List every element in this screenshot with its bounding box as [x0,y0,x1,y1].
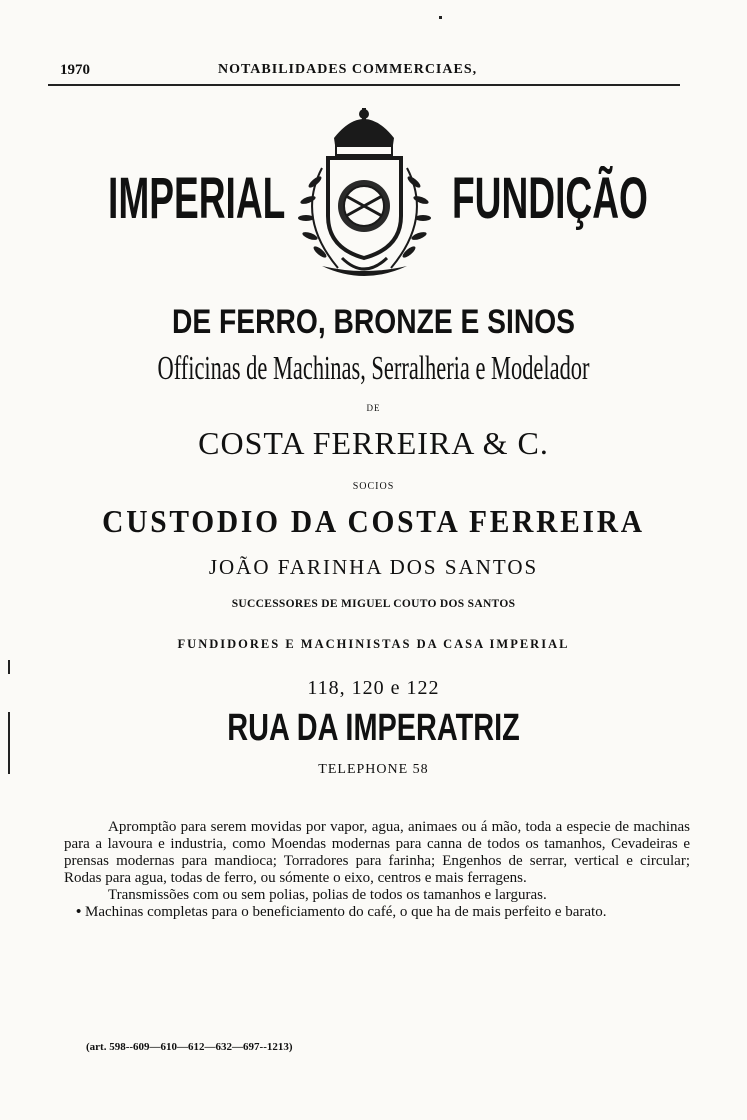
founders-line: FUNDIDORES E MACHINISTAS DA CASA IMPERIAL [177,637,570,651]
bullet-icon: • [76,904,82,920]
page-number: 1970 [60,62,90,78]
ink-speck [439,16,442,19]
paragraph-machines: Apromptão para serem movidas por vapor, agua, animaes ou á mão, toda a especie de machinas para a lavoura e industria, como Moendas modernas para canna de todos os tamanhos, Cevadeiras e prensas modernas para mandioca; Torradores para farinha; Engenhos de serrar, vertical e circular; Rodas para agua, todas de ferro, ou sómente o eixo, centros e mais ferragens. [64,819,690,886]
title-imperial: IMPERIAL [108,166,286,231]
partner-joao: JOÃO FARINHA DOS SANTOS [208,555,539,579]
street-name: RUA DA IMPERATRIZ [227,707,520,749]
paragraph-transmissions: Transmissões com ou sem polias, polias de todos os tamanhos e larguras. [108,887,547,903]
successors-line: SUCCESSORES DE MIGUEL COUTO DOS SANTOS [231,598,516,610]
description-text [64,819,690,921]
title-fundicao: FUNDIÇÃO [452,166,648,231]
street-numbers: 118, 120 e 122 [307,677,440,699]
margin-dot [8,660,10,674]
article-footnote: (art. 598--609—610—612—632—697--1213) [86,1041,293,1053]
running-head-title: NOTABILIDADES COMMERCIAES, [218,62,478,77]
paragraph-coffee-text: Machinas completas para o beneficiamento do café, o que ha de mais perfeito e barato. [85,904,607,920]
workshops-line: Officinas de Machinas, Serralheria e Modelador [157,350,590,387]
partner-custodio: CUSTODIO DA COSTA FERREIRA [102,503,645,539]
paragraph-coffee [64,904,690,921]
telephone-line: TELEPHONE 58 [318,762,429,777]
running-header [48,58,680,86]
margin-mark [8,712,10,774]
imperial-crest-icon [282,108,447,283]
socios-line: SOCIOS [352,481,395,492]
materials-line: DE FERRO, BRONZE E SINOS [172,303,575,341]
de-line: DE [366,403,381,413]
title-row [0,108,747,283]
company-name: COSTA FERREIRA & C. [198,425,549,461]
